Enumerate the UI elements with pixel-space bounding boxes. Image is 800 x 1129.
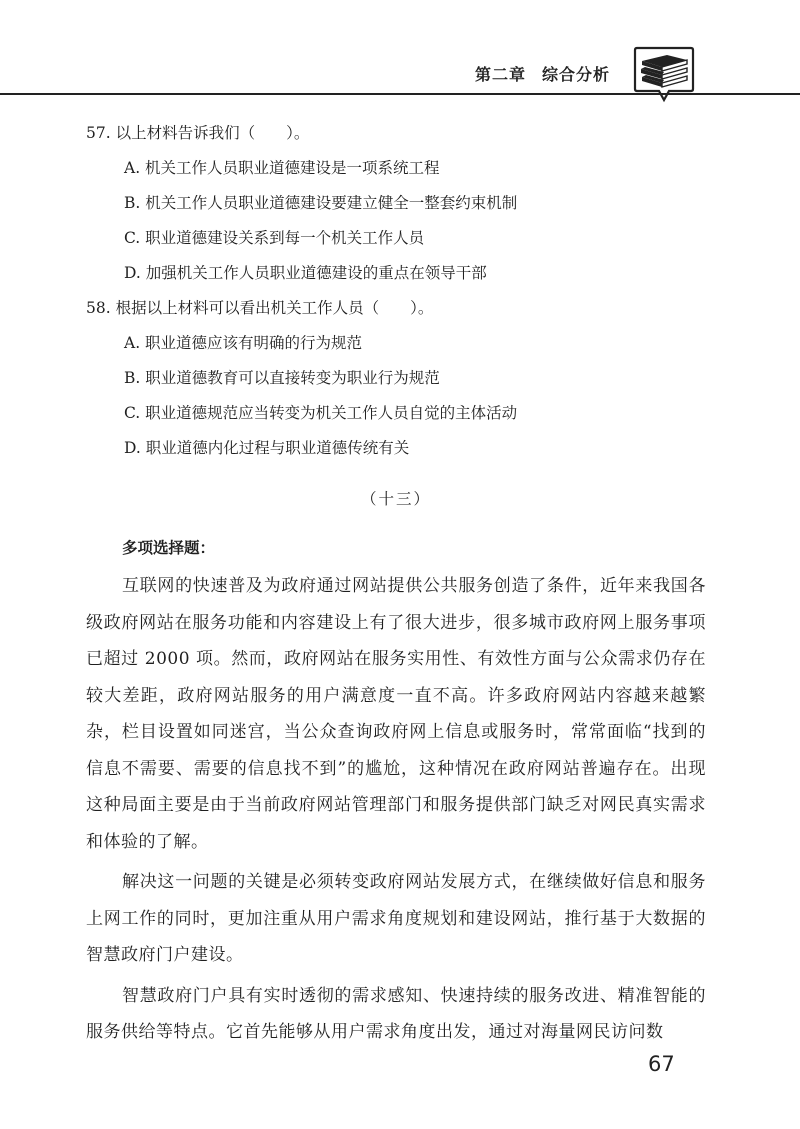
running-head [475, 62, 610, 85]
question-57 [86, 116, 706, 291]
multiple-choice-label: 多项选择题： [122, 539, 216, 557]
question-stem: 58. 根据以上材料可以看出机关工作人员（ ）。 [86, 299, 434, 317]
header-rule [0, 93, 800, 95]
passage-paragraph: 解决这一问题的关键是必须转变政府网站发展方式，在继续做好信息和服务上网工作的同时，更加注重从用户需求角度规划和建设网站，推行基于大数据的智慧政府门户建设。 [86, 872, 706, 965]
section-label: 综合分析 [541, 65, 610, 84]
question-58 [86, 291, 706, 466]
question-stem: 57. 以上材料告诉我们（ ）。 [86, 124, 310, 142]
page-header [0, 0, 800, 100]
page-number: 67 [648, 1052, 675, 1076]
passage-paragraph: 智慧政府门户具有实时透彻的需求感知、快速持续的服务改进、精准智能的服务供给等特点。它首先能够从用户需求角度出发，通过对海量网民访问数 [86, 985, 706, 1042]
option-b: B. 机关工作人员职业道德建设要建立健全一整套约束机制 [124, 194, 518, 212]
passage-paragraph: 互联网的快速普及为政府通过网站提供公共服务创造了条件，近年来我国各级政府网站在服务功能和内容建设上有了很大进步，很多城市政府网上服务事项已超过 2000 项。然而，政府网站在服务实用性、有效性方面与公众需求仍存在较大差距，政府网站服务的用户满意度一直不高。许多政府网站内容越来越繁杂，栏目设置如同迷宫，当公众查询政府网上信息或服务时，常常面临“找到的信息不需要、需要的信息找不到”的尴尬，这种情况在政府网站普遍存在。出现这种局面主要是由于当前政府网站管理部门和服务提供部门缺乏对网民真实需求和体验的了解。 [86, 576, 706, 852]
section-title: （十三） [360, 490, 431, 508]
option-b: B. 职业道德教育可以直接转变为职业行为规范 [124, 369, 440, 387]
option-d: D. 加强机关工作人员职业道德建设的重点在领导干部 [124, 264, 487, 282]
page-content [86, 116, 706, 1055]
chapter-label: 第二章 [474, 65, 526, 84]
option-a: A. 机关工作人员职业道德建设是一项系统工程 [124, 159, 440, 177]
option-c: C. 职业道德建设关系到每一个机关工作人员 [124, 229, 425, 247]
option-a: A. 职业道德应该有明确的行为规范 [124, 334, 363, 352]
option-c: C. 职业道德规范应当转变为机关工作人员自觉的主体活动 [124, 404, 518, 422]
option-d: D. 职业道德内化过程与职业道德传统有关 [124, 439, 410, 457]
